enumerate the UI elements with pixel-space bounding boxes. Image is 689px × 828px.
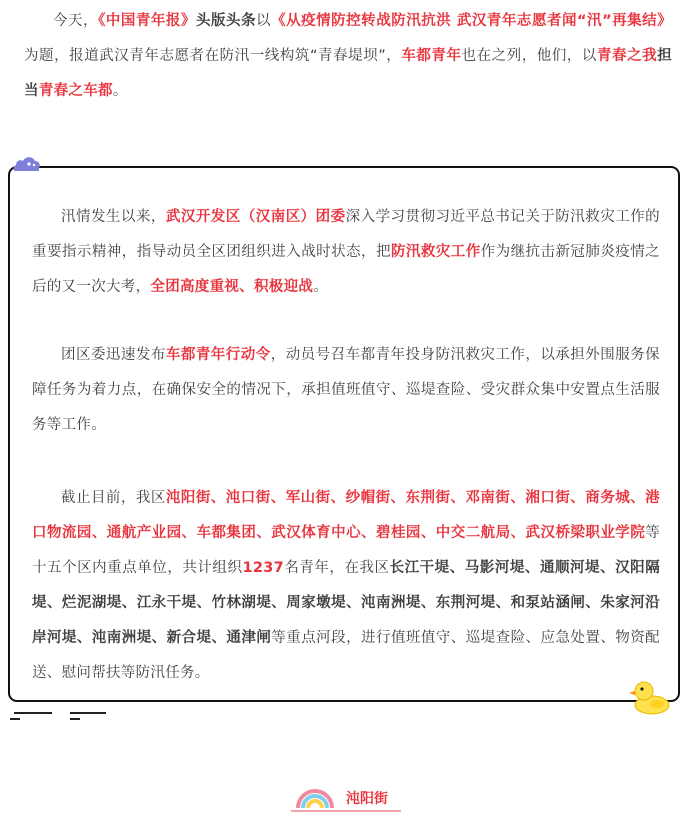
p3-segment: 名青年，在我区 (284, 560, 390, 576)
intro-segment: 青春之车都 (38, 83, 113, 99)
p3-segment: 等十五个区内重点单位，共计组织 (32, 525, 660, 576)
p3-segment: 长江干堤、马影河堤、通顺河堤、汉阳隔堤、烂泥湖堤、江永干堤、竹林湖堤、周家墩堤、沌南洲堤、东荆河堤、和泵站涵闸、朱家河沿岸河堤、沌南洲堤、新合堤、通津闸 (32, 560, 660, 646)
footer-underline (291, 810, 401, 812)
decor-dash-4 (70, 718, 80, 720)
p1-segment: 。 (313, 279, 329, 295)
p2-segment: 车都青年行动令 (165, 347, 271, 363)
p2-segment: ，动员号召车都青年投身防汛救灾工作，以承担外围服务保障任务为着力点，在确保安全的情况下，承担值班值守、巡堤查险、受灾群众集中安置点生活服务等工作。 (32, 347, 660, 433)
duck-icon (628, 676, 672, 716)
paragraph-action-order (32, 338, 660, 443)
intro-segment: 以 (256, 13, 272, 29)
p1-segment: 作为继抗击新冠肺炎疫情之后的又一次大考， (32, 244, 660, 295)
intro-segment: 青春之我 (596, 48, 658, 64)
intro-segment: 也在之列，他们，以 (461, 48, 597, 64)
intro-segment: 为题，报道武汉青年志愿者在防汛一线构筑“青春堤坝”， (24, 48, 402, 64)
intro-segment: 《从疫情防控转战防汛抗洪 武汉青年志愿者闻“汛”再集结》 (271, 13, 672, 29)
p3-segment: 截止目前，我区 (61, 490, 166, 506)
paragraph-flood-response (32, 200, 660, 305)
intro-segment: 头版头条 (195, 13, 257, 29)
decor-dash-3 (10, 718, 20, 720)
paragraph-participants (32, 481, 660, 691)
intro-paragraph (24, 4, 672, 109)
intro-segment: 《中国青年报》 (98, 13, 196, 29)
decor-dash-2 (70, 712, 106, 714)
footer-label: 沌阳街 (346, 791, 388, 807)
intro-segment: 今天， (53, 13, 99, 29)
p1-segment: 汛情发生以来， (61, 209, 166, 225)
intro-segment: 车都青年 (401, 48, 462, 64)
p1-segment: 防汛救灾工作 (390, 244, 481, 260)
p3-segment: 1237 (242, 560, 285, 576)
p3-segment: 等重点河段，进行值班值守、巡堤查险、应急处置、物资配送、慰问帮扶等防汛任务。 (32, 630, 660, 681)
p1-segment: 深入学习贯彻习近平总书记关于防汛救灾工作的重要指示精神，指导动员全区团组织进入战时状态，把 (32, 209, 660, 260)
rainbow-icon (292, 782, 338, 810)
intro-segment: 担当 (24, 48, 672, 99)
decor-dash-1 (14, 712, 52, 714)
cloud-icon (12, 152, 44, 176)
p2-segment: 团区委迅速发布 (61, 347, 166, 363)
p3-segment: 沌阳街、沌口街、军山街、纱帽街、东荆街、邓南街、湘口街、商务城、港口物流园、通航产业园、车都集团、武汉体育中心、碧桂园、中交二航局、武汉桥梁职业学院 (32, 490, 660, 541)
intro-segment: 。 (112, 83, 128, 99)
p1-segment: 全团高度重视、积极迎战 (150, 279, 314, 295)
p1-segment: 武汉开发区（汉南区）团委 (165, 209, 346, 225)
